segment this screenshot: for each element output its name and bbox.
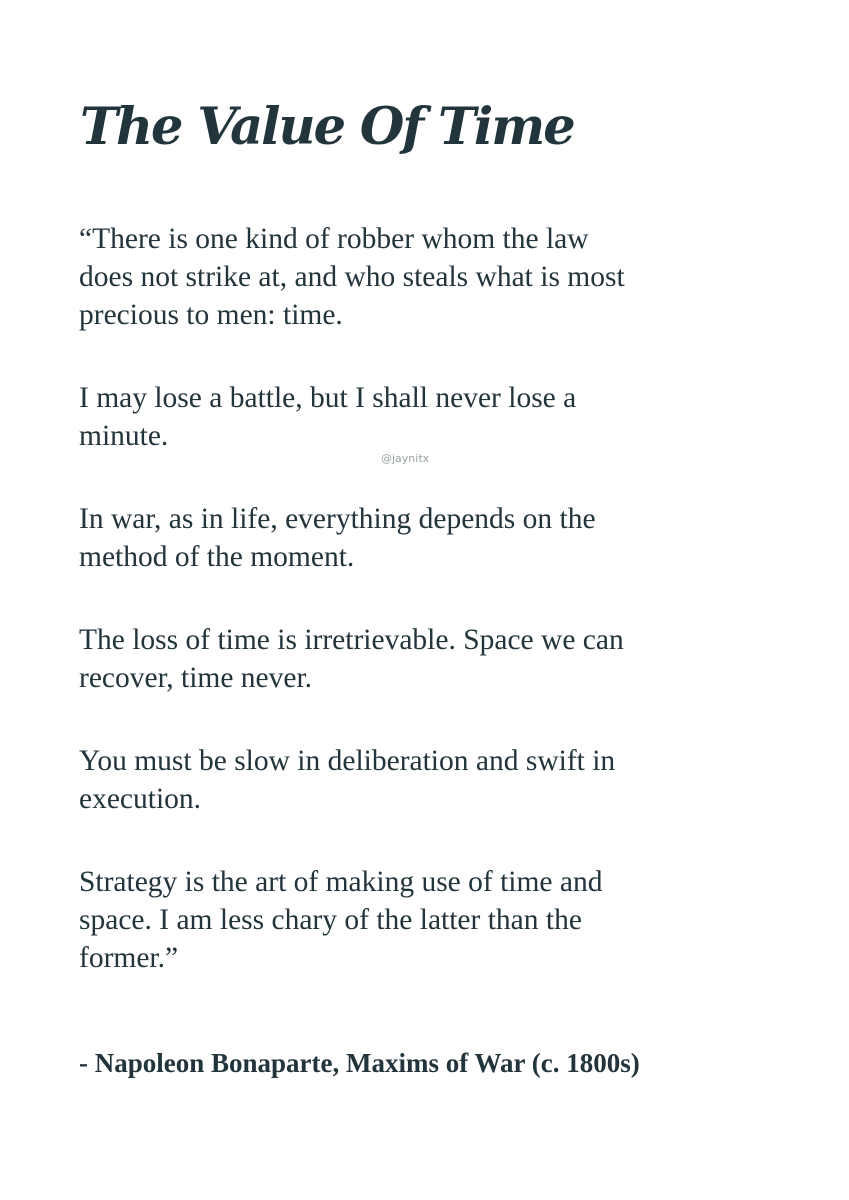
- quote-paragraph-1: [79, 220, 739, 334]
- quote-line: space. I am less chary of the latter than the: [79, 904, 582, 936]
- quote-line: execution.: [79, 783, 202, 815]
- quote-line: precious to men: time.: [79, 299, 343, 331]
- quote-paragraph-5: [79, 742, 739, 818]
- quote-paragraph-3: [79, 500, 739, 576]
- quote-paragraph-2: [79, 379, 739, 455]
- attribution: - Napoleon Bonaparte, Maxims of War (c. 1800s): [79, 1048, 640, 1078]
- watermark-handle: @jaynitx: [381, 452, 430, 465]
- page-title: The Value Of Time: [80, 97, 574, 157]
- quote-line: I may lose a battle, but I shall never lose a: [79, 382, 577, 414]
- quote-line: You must be slow in deliberation and swift in: [79, 745, 616, 777]
- quote-paragraph-6: [79, 863, 739, 977]
- quote-line: recover, time never.: [79, 662, 313, 694]
- quote-line: The loss of time is irretrievable. Space we can: [79, 624, 624, 656]
- quote-line: former.”: [79, 942, 179, 974]
- quote-line: does not strike at, and who steals what is most: [79, 261, 625, 293]
- quote-line: In war, as in life, everything depends on the: [79, 503, 596, 535]
- quote-line: Strategy is the art of making use of time and: [79, 866, 603, 898]
- quote-paragraph-4: [79, 621, 739, 697]
- quote-body: [79, 220, 739, 977]
- quote-line: minute.: [79, 420, 169, 452]
- quote-line: “There is one kind of robber whom the law: [79, 223, 589, 255]
- quote-line: method of the moment.: [79, 541, 355, 573]
